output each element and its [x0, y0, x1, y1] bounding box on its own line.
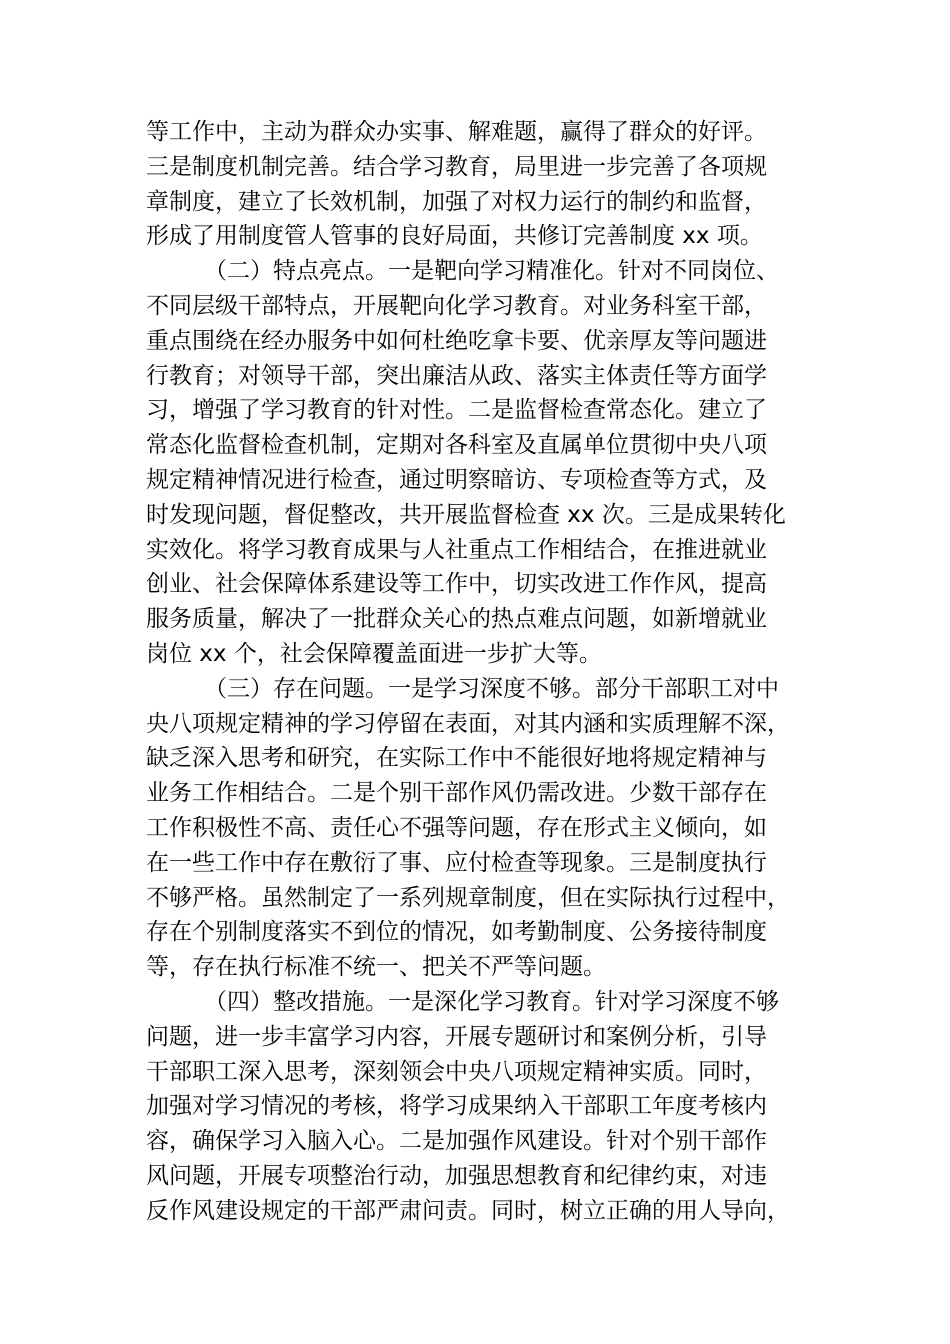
- document-body: [146, 115, 826, 1229]
- text-line: 不同层级干部特点，开展靶向化学习教育。对业务科室干部，: [146, 292, 767, 319]
- text-line: 容，确保学习入脑入心。二是加强作风建设。针对个别干部作: [146, 1128, 767, 1155]
- text-line: 行教育；对领导干部，突出廉洁从政、落实主体责任等方面学: [146, 362, 767, 389]
- text-line: 三是制度机制完善。结合学习教育，局里进一步完善了各项规: [146, 153, 767, 180]
- text-line: 创业、社会保障体系建设等工作中，切实改进工作作风，提高: [146, 571, 767, 598]
- text-line: 在一些工作中存在敷衍了事、应付检查等现象。三是制度执行: [146, 849, 767, 876]
- text-line: 干部职工深入思考，深刻领会中央八项规定精神实质。同时，: [146, 1058, 767, 1085]
- text-line: 时发现问题，督促整改，共开展监督检查 xx 次。三是成果转化: [146, 501, 786, 528]
- text-line: 央八项规定精神的学习停留在表面，对其内涵和实质理解不深，: [146, 710, 790, 737]
- text-line: 反作风建设规定的干部严肃问责。同时，树立正确的用人导向，: [146, 1197, 790, 1224]
- text-line: 问题，进一步丰富学习内容，开展专题研讨和案例分析，引导: [146, 1023, 767, 1050]
- paragraph-first-line: （四）整改措施。一是深化学习教育。针对学习深度不够: [204, 988, 779, 1015]
- text-line: 服务质量，解决了一批群众关心的热点难点问题，如新增就业: [146, 606, 767, 633]
- text-line: 规定精神情况进行检查，通过明察暗访、专项检查等方式，及: [146, 466, 767, 493]
- text-line: 岗位 xx 个，社会保障覆盖面进一步扩大等。: [146, 640, 602, 667]
- text-line: 常态化监督检查机制，定期对各科室及直属单位贯彻中央八项: [146, 432, 767, 459]
- text-line: 加强对学习情况的考核，将学习成果纳入干部职工年度考核内: [146, 1093, 767, 1120]
- text-line: 工作积极性不高、责任心不强等问题，存在形式主义倾向，如: [146, 814, 767, 841]
- text-line: 形成了用制度管人管事的良好局面，共修订完善制度 xx 项。: [146, 223, 763, 250]
- text-line: 习，增强了学习教育的针对性。二是监督检查常态化。建立了: [146, 397, 767, 424]
- text-line: 不够严格。虽然制定了一系列规章制度，但在实际执行过程中，: [146, 884, 790, 911]
- text-line: 存在个别制度落实不到位的情况，如考勤制度、公务接待制度: [146, 919, 767, 946]
- text-line: 重点围绕在经办服务中如何杜绝吃拿卡要、优亲厚友等问题进: [146, 327, 767, 354]
- text-line: 等工作中，主动为群众办实事、解难题，赢得了群众的好评。: [146, 119, 767, 145]
- paragraph-first-line: （二）特点亮点。一是靶向学习精准化。针对不同岗位、: [204, 258, 779, 285]
- text-line: 业务工作相结合。二是个别干部作风仍需改进。少数干部存在: [146, 780, 767, 807]
- text-line: 实效化。将学习教育成果与人社重点工作相结合，在推进就业: [146, 536, 767, 563]
- text-line: 风问题，开展专项整治行动，加强思想教育和纪律约束，对违: [146, 1162, 767, 1189]
- text-line: 等，存在执行标准不统一、把关不严等问题。: [146, 954, 606, 981]
- text-line: 章制度，建立了长效机制，加强了对权力运行的制约和监督，: [146, 188, 767, 215]
- text-line: 缺乏深入思考和研究，在实际工作中不能很好地将规定精神与: [146, 745, 767, 772]
- paragraph-first-line: （三）存在问题。一是学习深度不够。部分干部职工对中: [204, 675, 779, 702]
